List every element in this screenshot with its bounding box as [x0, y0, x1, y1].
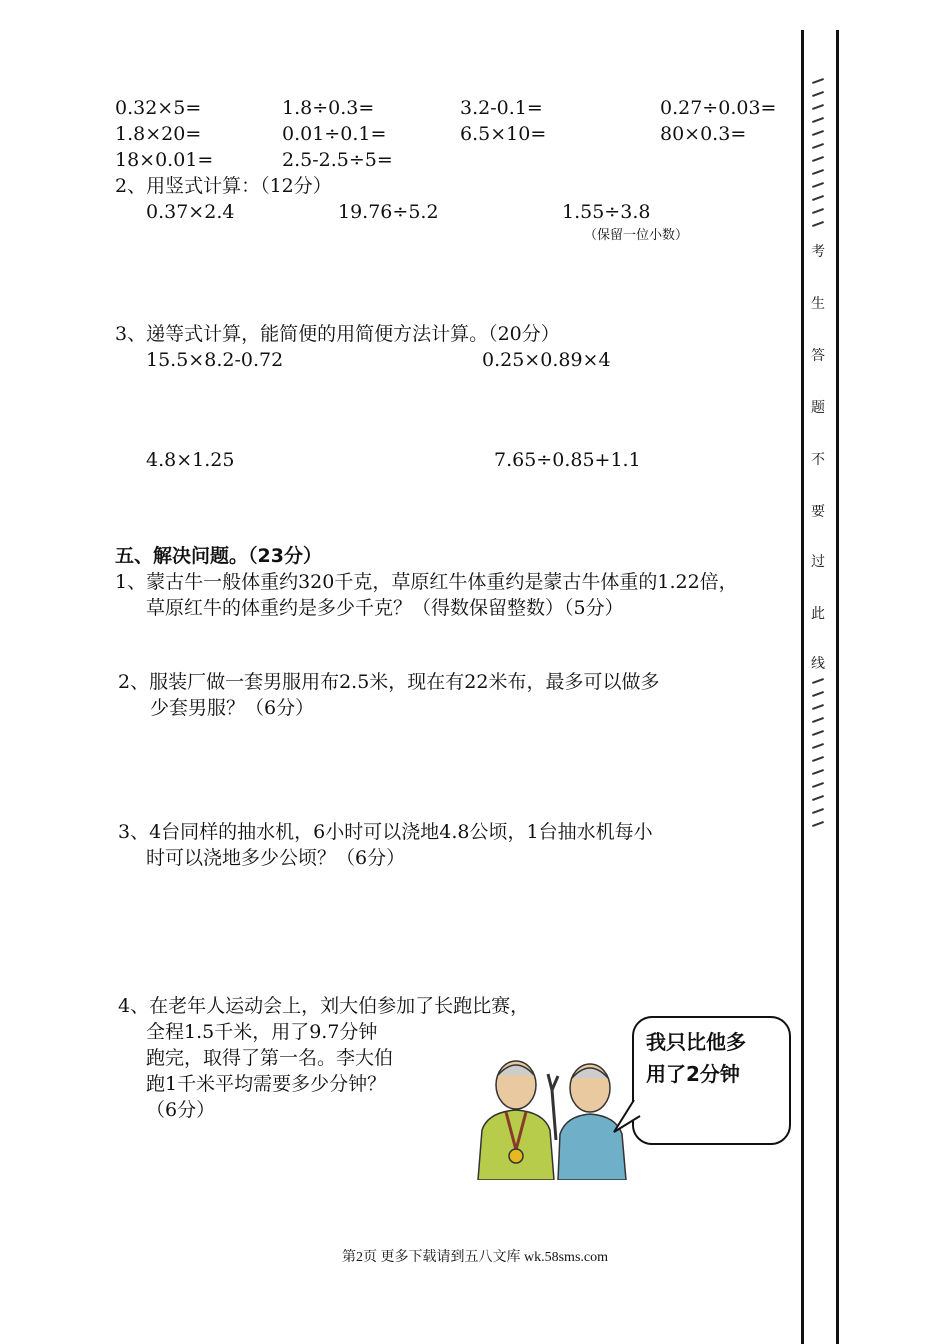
oral-item: 18×0.01=: [115, 149, 214, 171]
calc-item: 7.65÷0.85+1.1: [494, 449, 641, 471]
calc-item: 0.25×0.89×4: [482, 349, 611, 371]
calc-item: 4.8×1.25: [146, 449, 235, 471]
question-line: 1、蒙古牛一般体重约320千克，草原红牛体重约是蒙古牛体重的1.22倍，: [115, 571, 738, 593]
bubble-text: [646, 1026, 746, 1090]
margin-char: 考: [811, 244, 825, 260]
rounding-note: （保留一位小数）: [584, 228, 689, 243]
section5-title: 五、解决问题。（23分）: [115, 545, 322, 567]
bubble-tail: [612, 1100, 652, 1140]
margin-char: 要: [811, 504, 825, 520]
calc-item: 1.55÷3.8: [562, 201, 651, 223]
margin-char: 线: [811, 656, 825, 672]
oral-item: 0.27÷0.03=: [660, 97, 777, 119]
oral-item: 2.5-2.5÷5=: [282, 149, 393, 171]
question-line: 跑1千米平均需要多少分钟？: [146, 1073, 387, 1095]
margin-char: 此: [811, 606, 825, 622]
question-line: 跑完，取得了第一名。李大伯: [146, 1047, 394, 1069]
bubble-line: 用了2分钟: [646, 1062, 740, 1086]
question-line: 少套男服？（6分）: [150, 697, 315, 719]
margin-char: 答: [811, 348, 825, 364]
calc-item: 19.76÷5.2: [338, 201, 439, 223]
question-line: 时可以浇地多少公顷？（6分）: [146, 847, 406, 869]
calc-item: 0.37×2.4: [146, 201, 235, 223]
question-line: 全程1.5千米，用了9.7分钟: [146, 1021, 378, 1043]
oral-item: 6.5×10=: [460, 123, 547, 145]
oral-item: 80×0.3=: [660, 123, 747, 145]
question-line: （6分）: [146, 1099, 216, 1121]
margin-line-right: [836, 30, 839, 1344]
calc-item: 15.5×8.2-0.72: [146, 349, 284, 371]
margin-char: 不: [811, 452, 825, 468]
page-footer: 第2页 更多下载请到五八文库 wk.58sms.com: [342, 1250, 608, 1265]
margin-char: 题: [811, 400, 825, 416]
oral-item: 0.32×5=: [115, 97, 202, 119]
question-line: 草原红牛的体重约是多少千克？（得数保留整数）（5分）: [146, 597, 624, 619]
section-heading: 3、递等式计算，能简便的用简便方法计算。（20分）: [115, 323, 560, 345]
oral-item: 1.8÷0.3=: [282, 97, 375, 119]
question-line: 3、4台同样的抽水机，6小时可以浇地4.8公顷，1台抽水机每小: [118, 821, 653, 843]
margin-char: 过: [811, 554, 825, 570]
margin-char: 生: [811, 296, 825, 312]
dash-column-bottom: [812, 680, 826, 836]
question-line: 2、服装厂做一套男服用布2.5米，现在有22米布，最多可以做多: [118, 671, 660, 693]
oral-item: 0.01÷0.1=: [282, 123, 387, 145]
oral-item: 1.8×20=: [115, 123, 202, 145]
question-line: 4、在老年人运动会上，刘大伯参加了长跑比赛，: [118, 995, 530, 1017]
section-heading: 2、用竖式计算：（12分）: [115, 175, 332, 197]
margin-line-left: [801, 30, 804, 1344]
oral-item: 3.2-0.1=: [460, 97, 543, 119]
bubble-line: 我只比他多: [646, 1030, 746, 1054]
dash-column-top: [812, 80, 826, 236]
